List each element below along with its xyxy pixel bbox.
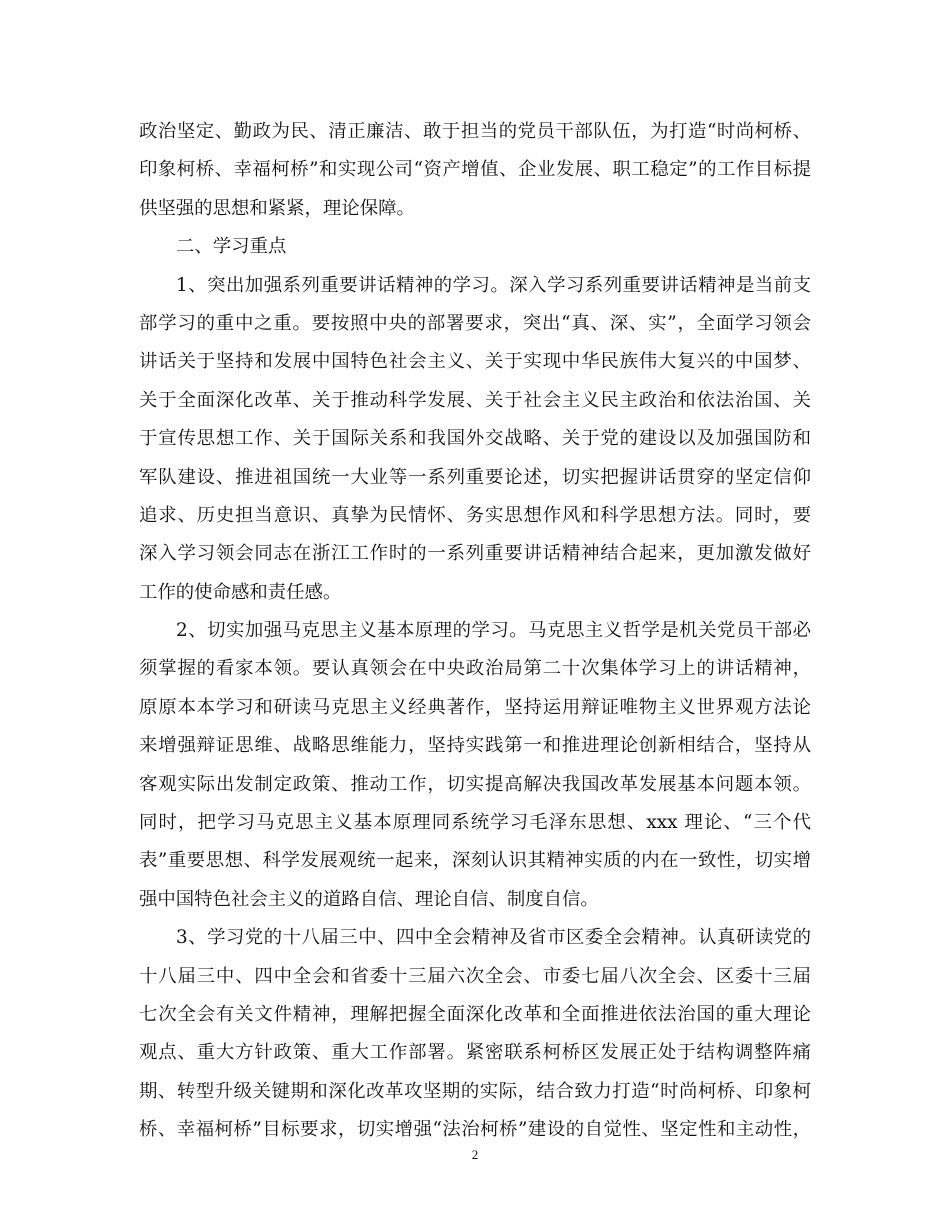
text-line: 桥、幸福柯桥”目标要求，切实增强“法治柯桥”建设的自觉性、坚定性和主动性， <box>139 1119 811 1141</box>
text-line: 观点、重大方针政策、重大工作部署。紧密联系柯桥区发展正处于结构调整阵痛 <box>139 1042 811 1064</box>
text-line: 二、学习重点 <box>176 236 287 258</box>
text-line: 供坚强的思想和紧紧，理论保障。 <box>139 197 415 219</box>
text-line: 原原本本学习和研读马克思主义经典著作，坚持运用辩证唯物主义世界观方法论 <box>139 696 811 718</box>
document-body <box>139 113 811 1150</box>
text-line: 关于全面深化改革、关于推动科学发展、关于社会主义民主政治和依法治国、关 <box>139 389 811 411</box>
text-line: 客观实际出发制定政策、推动工作，切实提高解决我国改革发展基本问题本领。 <box>139 773 811 795</box>
text-line: 印象柯桥、幸福柯桥”和实现公司“资产增值、企业发展、职工稳定”的工作目标提 <box>139 159 811 181</box>
text-line: 期、转型升级关键期和深化改革攻坚期的实际，结合致力打造“时尚柯桥、印象柯 <box>139 1080 811 1102</box>
text-line: 深入学习领会同志在浙江工作时的一系列重要讲话精神结合起来，更加激发做好 <box>139 543 811 565</box>
text-line: 部学习的重中之重。要按照中央的部署要求，突出“真、深、实”，全面学习领会 <box>139 312 811 334</box>
text-line: 强中国特色社会主义的道路自信、理论自信、制度自信。 <box>139 888 599 910</box>
text-line: 表”重要思想、科学发展观统一起来，深刻认识其精神实质的内在一致性，切实增 <box>139 850 811 872</box>
page-number: 2 <box>471 1147 479 1162</box>
text-line: 1、突出加强系列重要讲话精神的学习。深入学习系列重要讲话精神是当前支 <box>176 274 811 296</box>
text-line: 同时，把学习马克思主义基本原理同系统学习毛泽东思想、xxx 理论、“三个代 <box>139 812 811 834</box>
text-line: 七次全会有关文件精神，理解把握全面深化改革和全面推进依法治国的重大理论 <box>139 1003 811 1025</box>
text-line: 讲话关于坚持和发展中国特色社会主义、关于实现中华民族伟大复兴的中国梦、 <box>139 351 811 373</box>
text-line: 于宣传思想工作、关于国际关系和我国外交战略、关于党的建设以及加强国防和 <box>139 428 811 450</box>
text-line: 政治坚定、勤政为民、清正廉洁、敢于担当的党员干部队伍，为打造“时尚柯桥、 <box>139 121 811 142</box>
text-line: 追求、历史担当意识、真挚为民情怀、务实思想作风和科学思想方法。同时，要 <box>139 504 811 526</box>
text-line: 十八届三中、四中全会和省委十三届六次全会、市委七届八次全会、区委十三届 <box>139 965 811 987</box>
text-line: 须掌握的看家本领。要认真领会在中央政治局第二十次集体学习上的讲话精神， <box>139 658 811 680</box>
text-line: 来增强辩证思维、战略思维能力，坚持实践第一和推进理论创新相结合，坚持从 <box>139 735 811 757</box>
text-line: 2、切实加强马克思主义基本原理的学习。马克思主义哲学是机关党员干部必 <box>176 620 811 642</box>
text-line: 工作的使命感和责任感。 <box>139 581 342 603</box>
text-line: 军队建设、推进祖国统一大业等一系列重要论述，切实把握讲话贯穿的坚定信仰 <box>139 466 811 488</box>
text-line: 3、学习党的十八届三中、四中全会精神及省市区委全会精神。认真研读党的 <box>176 927 811 949</box>
